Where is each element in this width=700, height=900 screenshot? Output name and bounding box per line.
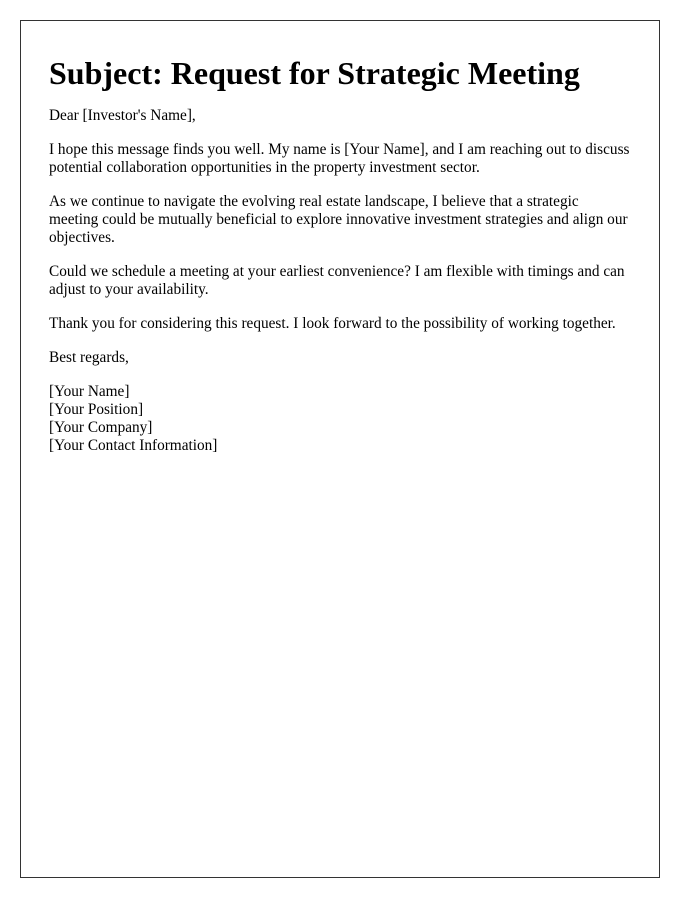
signature-name: [Your Name] [49,383,130,400]
letter-closing: Best regards, [49,349,129,366]
signature-company: [Your Company] [49,419,153,436]
letter-salutation: Dear [Investor's Name], [49,107,196,124]
signature-position: [Your Position] [49,401,144,418]
letter-subject: Subject: Request for Strategic Meeting [49,55,580,91]
signature-block [49,383,631,455]
letter-page [20,20,660,878]
letter-paragraph-3: Could we schedule a meeting at your earliest convenience? I am flexible with timings and can adjust to your availability. [49,263,625,298]
signature-contact: [Your Contact Information] [49,437,218,454]
letter-paragraph-2: As we continue to navigate the evolving real estate landscape, I believe that a strategic meeting could be mutually beneficial to explore innovative investment strategies and align our objectives. [49,193,628,246]
letter-paragraph-4: Thank you for considering this request. I look forward to the possibility of working together. [49,315,616,332]
letter-paragraph-1: I hope this message finds you well. My name is [Your Name], and I am reaching out to discuss potential collaboration opportunities in the property investment sector. [49,141,630,176]
